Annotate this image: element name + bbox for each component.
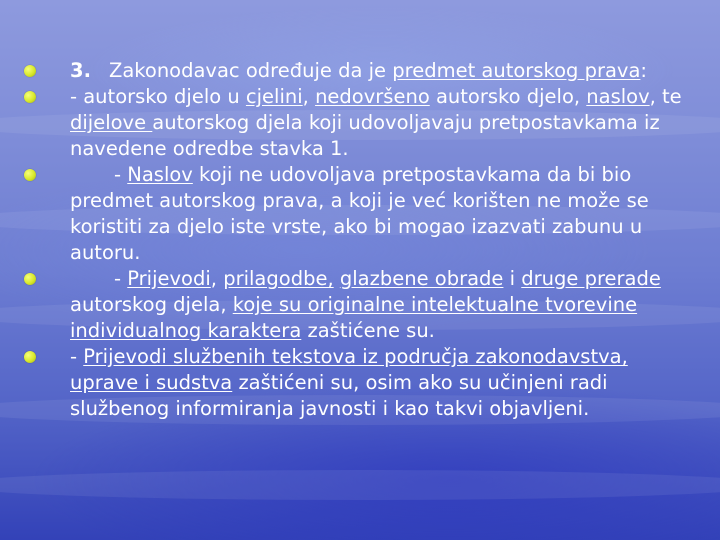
bullet-paragraph <box>20 344 700 422</box>
underlined-text: cjelini <box>245 85 303 108</box>
paragraph-text: autorsko djelo, <box>429 85 587 108</box>
underlined-text: koje su originalne intelektualne tvorevine individualnog karaktera <box>70 293 638 342</box>
paragraph-text: - autorsko djelo u <box>70 85 246 108</box>
bullet-dot-icon <box>24 169 36 181</box>
bullet-dot-icon <box>24 91 36 103</box>
paragraph-text: , <box>302 85 316 108</box>
bullet-paragraph <box>20 266 700 344</box>
paragraph-text: , te <box>649 85 682 108</box>
paragraph-text: zaštićene su. <box>301 319 435 342</box>
paragraph-text: autorskog djela koji udovoljavaju pretpostavkama iz navedene odredbe stavka 1. <box>70 111 660 160</box>
paragraph-text: - <box>114 267 128 290</box>
underlined-text: nedovršeno <box>315 85 430 108</box>
underlined-text: prilagodbe, <box>223 267 334 290</box>
paragraph-text: - <box>114 163 128 186</box>
underlined-text: glazbene obrade <box>339 267 504 290</box>
paragraph-text: , <box>210 267 224 290</box>
paragraph-text: i <box>503 267 522 290</box>
underlined-text: druge prerade <box>521 267 661 290</box>
paragraph-text: 3. <box>70 59 91 82</box>
paragraph-text: Zakonodavac određuje da je <box>108 59 393 82</box>
paragraph-text: : <box>640 59 647 82</box>
bullet-paragraph <box>20 84 700 162</box>
paragraph-text: koji ne udovoljava pretpostavkama da bi bio predmet autorskog prava, a koji je već korišten ne može se koristiti za djelo iste vrste, ako bi mogao izazvati zabunu u autoru. <box>70 163 649 264</box>
bullet-dot-icon <box>24 351 36 363</box>
bullet-dot-icon <box>24 273 36 285</box>
underlined-text: dijelove <box>70 111 153 134</box>
slide-body <box>20 58 700 422</box>
underlined-text: naslov <box>586 85 650 108</box>
underlined-text: Naslov <box>127 163 193 186</box>
bullet-dot-icon <box>24 65 36 77</box>
bullet-paragraph <box>20 162 700 266</box>
underlined-text: predmet autorskog prava <box>392 59 641 82</box>
paragraph-text: zaštićeni su, osim ako su učinjeni radi službenog informiranja javnosti i kao takvi objavljeni. <box>70 371 608 420</box>
paragraph-text: autorskog djela, <box>70 293 233 316</box>
underlined-text: Prijevodi <box>127 267 211 290</box>
underlined-text: Prijevodi službenih tekstova iz područja zakonodavstva, uprave i sudstva <box>70 345 628 394</box>
paragraph-text: - <box>70 345 84 368</box>
bullet-paragraph <box>20 58 700 84</box>
